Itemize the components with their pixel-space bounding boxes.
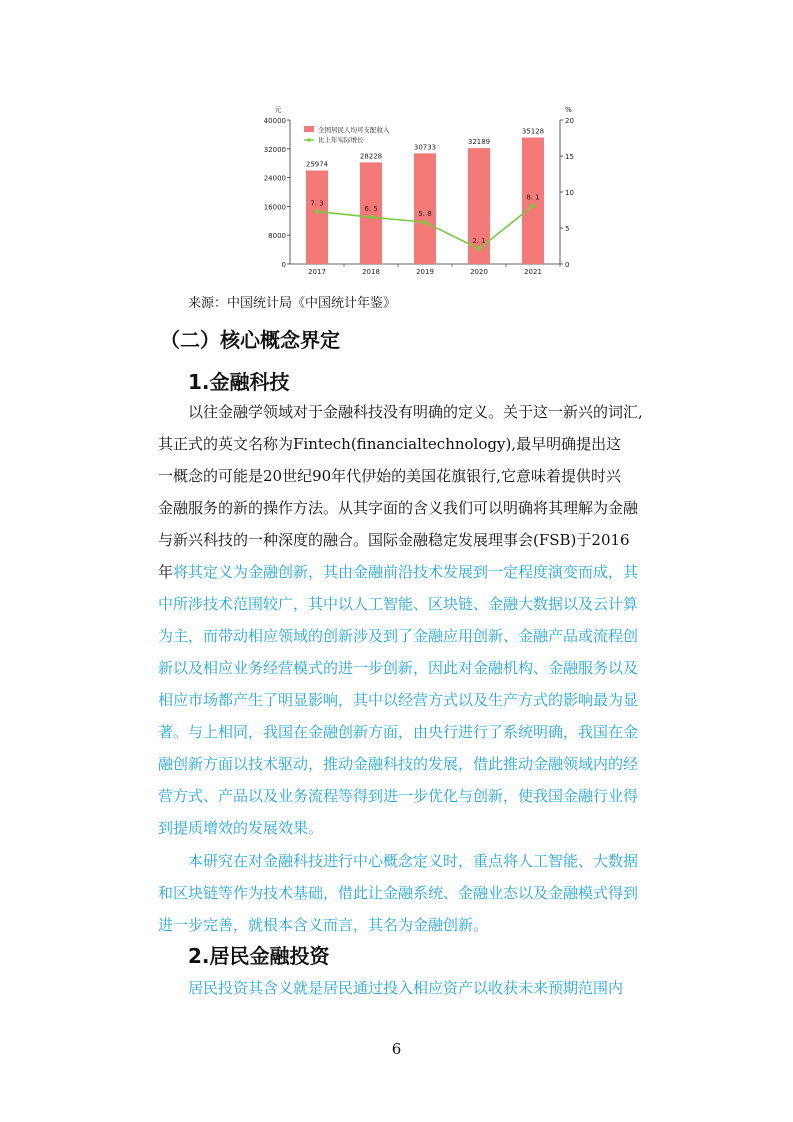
left-tick-label: 40000 — [263, 117, 286, 125]
para1-line: 中所涉技术范围较广，其中以人工智能、区块链、金融大数据以及云计算 — [158, 595, 639, 613]
left-tick-label: 32000 — [263, 145, 286, 154]
para1-line-mixed — [158, 562, 638, 582]
growth-point — [531, 203, 535, 207]
growth-value-label: 8. 1 — [526, 193, 540, 202]
para1-line: 一概念的可能是20世纪90年代伊始的美国花旗银行,它意味着提供时兴 — [158, 467, 621, 485]
section-heading: （二）核心概念界定 — [160, 328, 340, 352]
bar — [468, 148, 490, 264]
para1-line: 著。与上相同，我国在金融创新方面，由央行进行了系统明确，我国在金 — [158, 723, 639, 741]
chart-source: 来源：中国统计局《中国统计年鉴》 — [188, 296, 397, 311]
x-tick-label: 2021 — [524, 268, 542, 276]
para1-line: 到提质增效的发展效果。 — [158, 819, 324, 837]
legend-line-marker — [307, 138, 311, 142]
left-tick-label: 0 — [281, 261, 286, 269]
x-tick-label: 2019 — [416, 268, 434, 276]
para1-line: 相应市场都产生了明显影响，其中以经营方式以及生产方式的影响最为显 — [158, 691, 639, 709]
x-tick-label: 2020 — [470, 268, 488, 276]
subheading-fintech: 1.金融科技 — [188, 370, 290, 394]
legend-line-label: 比上年实际增长 — [318, 136, 364, 144]
x-tick-label: 2017 — [308, 268, 326, 276]
para1-line: 其正式的英文名称为Fintech(financialtechnology),最早明确提出这 — [158, 435, 622, 453]
para1-line-highlight: 将其定义为金融创新，其由金融前沿技术发展到一定程度演变而成，其 — [173, 563, 639, 581]
growth-point — [423, 220, 427, 224]
left-axis-unit: 元 — [274, 106, 282, 114]
bar-value-label: 28228 — [359, 152, 383, 161]
para1-line: 与新兴科技的一种深度的融合。国际金融稳定发展理事会(FSB)于2016 — [158, 531, 630, 549]
left-tick-label: 16000 — [263, 203, 286, 212]
para1-line: 以往金融学领域对于金融科技没有明确的定义。关于这一新兴的词汇, — [188, 403, 643, 421]
bar-value-label: 30733 — [413, 143, 437, 152]
bar-value-label: 25974 — [305, 160, 329, 169]
growth-point — [477, 247, 481, 251]
para1-line: 新以及相应业务经营模式的进一步创新，因此对金融机构、金融服务以及 — [158, 659, 639, 677]
growth-value-label: 7. 3 — [310, 199, 324, 208]
right-tick-label: 10 — [565, 189, 574, 197]
para2-line: 和区块链等作为技术基础，借此让金融系统、金融业态以及金融模式得到 — [158, 884, 639, 902]
para1-line: 金融服务的新的操作方法。从其字面的含义我们可以明确将其理解为金融 — [158, 499, 639, 517]
right-axis-unit: % — [565, 106, 572, 114]
bar-value-label: 35128 — [521, 127, 545, 136]
bar — [306, 170, 328, 264]
bar — [414, 153, 436, 264]
para1-line-start: 年 — [158, 563, 174, 581]
para1-line: 为主，而带动相应领域的创新涉及到了金融应用创新、金融产品或流程创 — [158, 627, 639, 645]
right-tick-label: 0 — [565, 261, 570, 269]
para2-line: 本研究在对金融科技进行中心概念定义时，重点将人工智能、大数据 — [188, 852, 639, 870]
left-tick-label: 8000 — [268, 232, 286, 241]
para2-line: 进一步完善，就根本含义而言，其名为金融创新。 — [158, 916, 489, 934]
left-tick-label: 24000 — [263, 174, 286, 183]
right-tick-label: 20 — [565, 117, 574, 125]
income-chart — [260, 102, 590, 284]
bar-value-label: 32189 — [467, 138, 491, 147]
right-tick-label: 15 — [565, 153, 574, 161]
subheading-resident-investment: 2.居民金融投资 — [188, 944, 330, 968]
para3-line: 居民投资其含义就是居民通过投入相应资产以收获未来预期范围内 — [188, 979, 624, 997]
page-number: 6 — [391, 1040, 402, 1058]
growth-value-label: 2. 1 — [472, 236, 486, 245]
growth-point — [369, 215, 373, 219]
legend-bar-label: 全国居民人均可支配收入 — [318, 126, 390, 134]
para1-line: 营方式、产品以及业务流程等得到进一步优化与创新，使我国金融行业得 — [158, 787, 639, 805]
x-tick-label: 2018 — [362, 268, 380, 276]
growth-point — [315, 209, 319, 213]
growth-value-label: 6. 5 — [364, 205, 378, 214]
right-tick-label: 5 — [565, 225, 570, 233]
para1-line: 融创新方面以技术驱动，推动金融科技的发展，借此推动金融领域内的经 — [158, 755, 639, 773]
legend-bar-swatch — [304, 126, 314, 132]
growth-value-label: 5. 8 — [418, 210, 432, 219]
